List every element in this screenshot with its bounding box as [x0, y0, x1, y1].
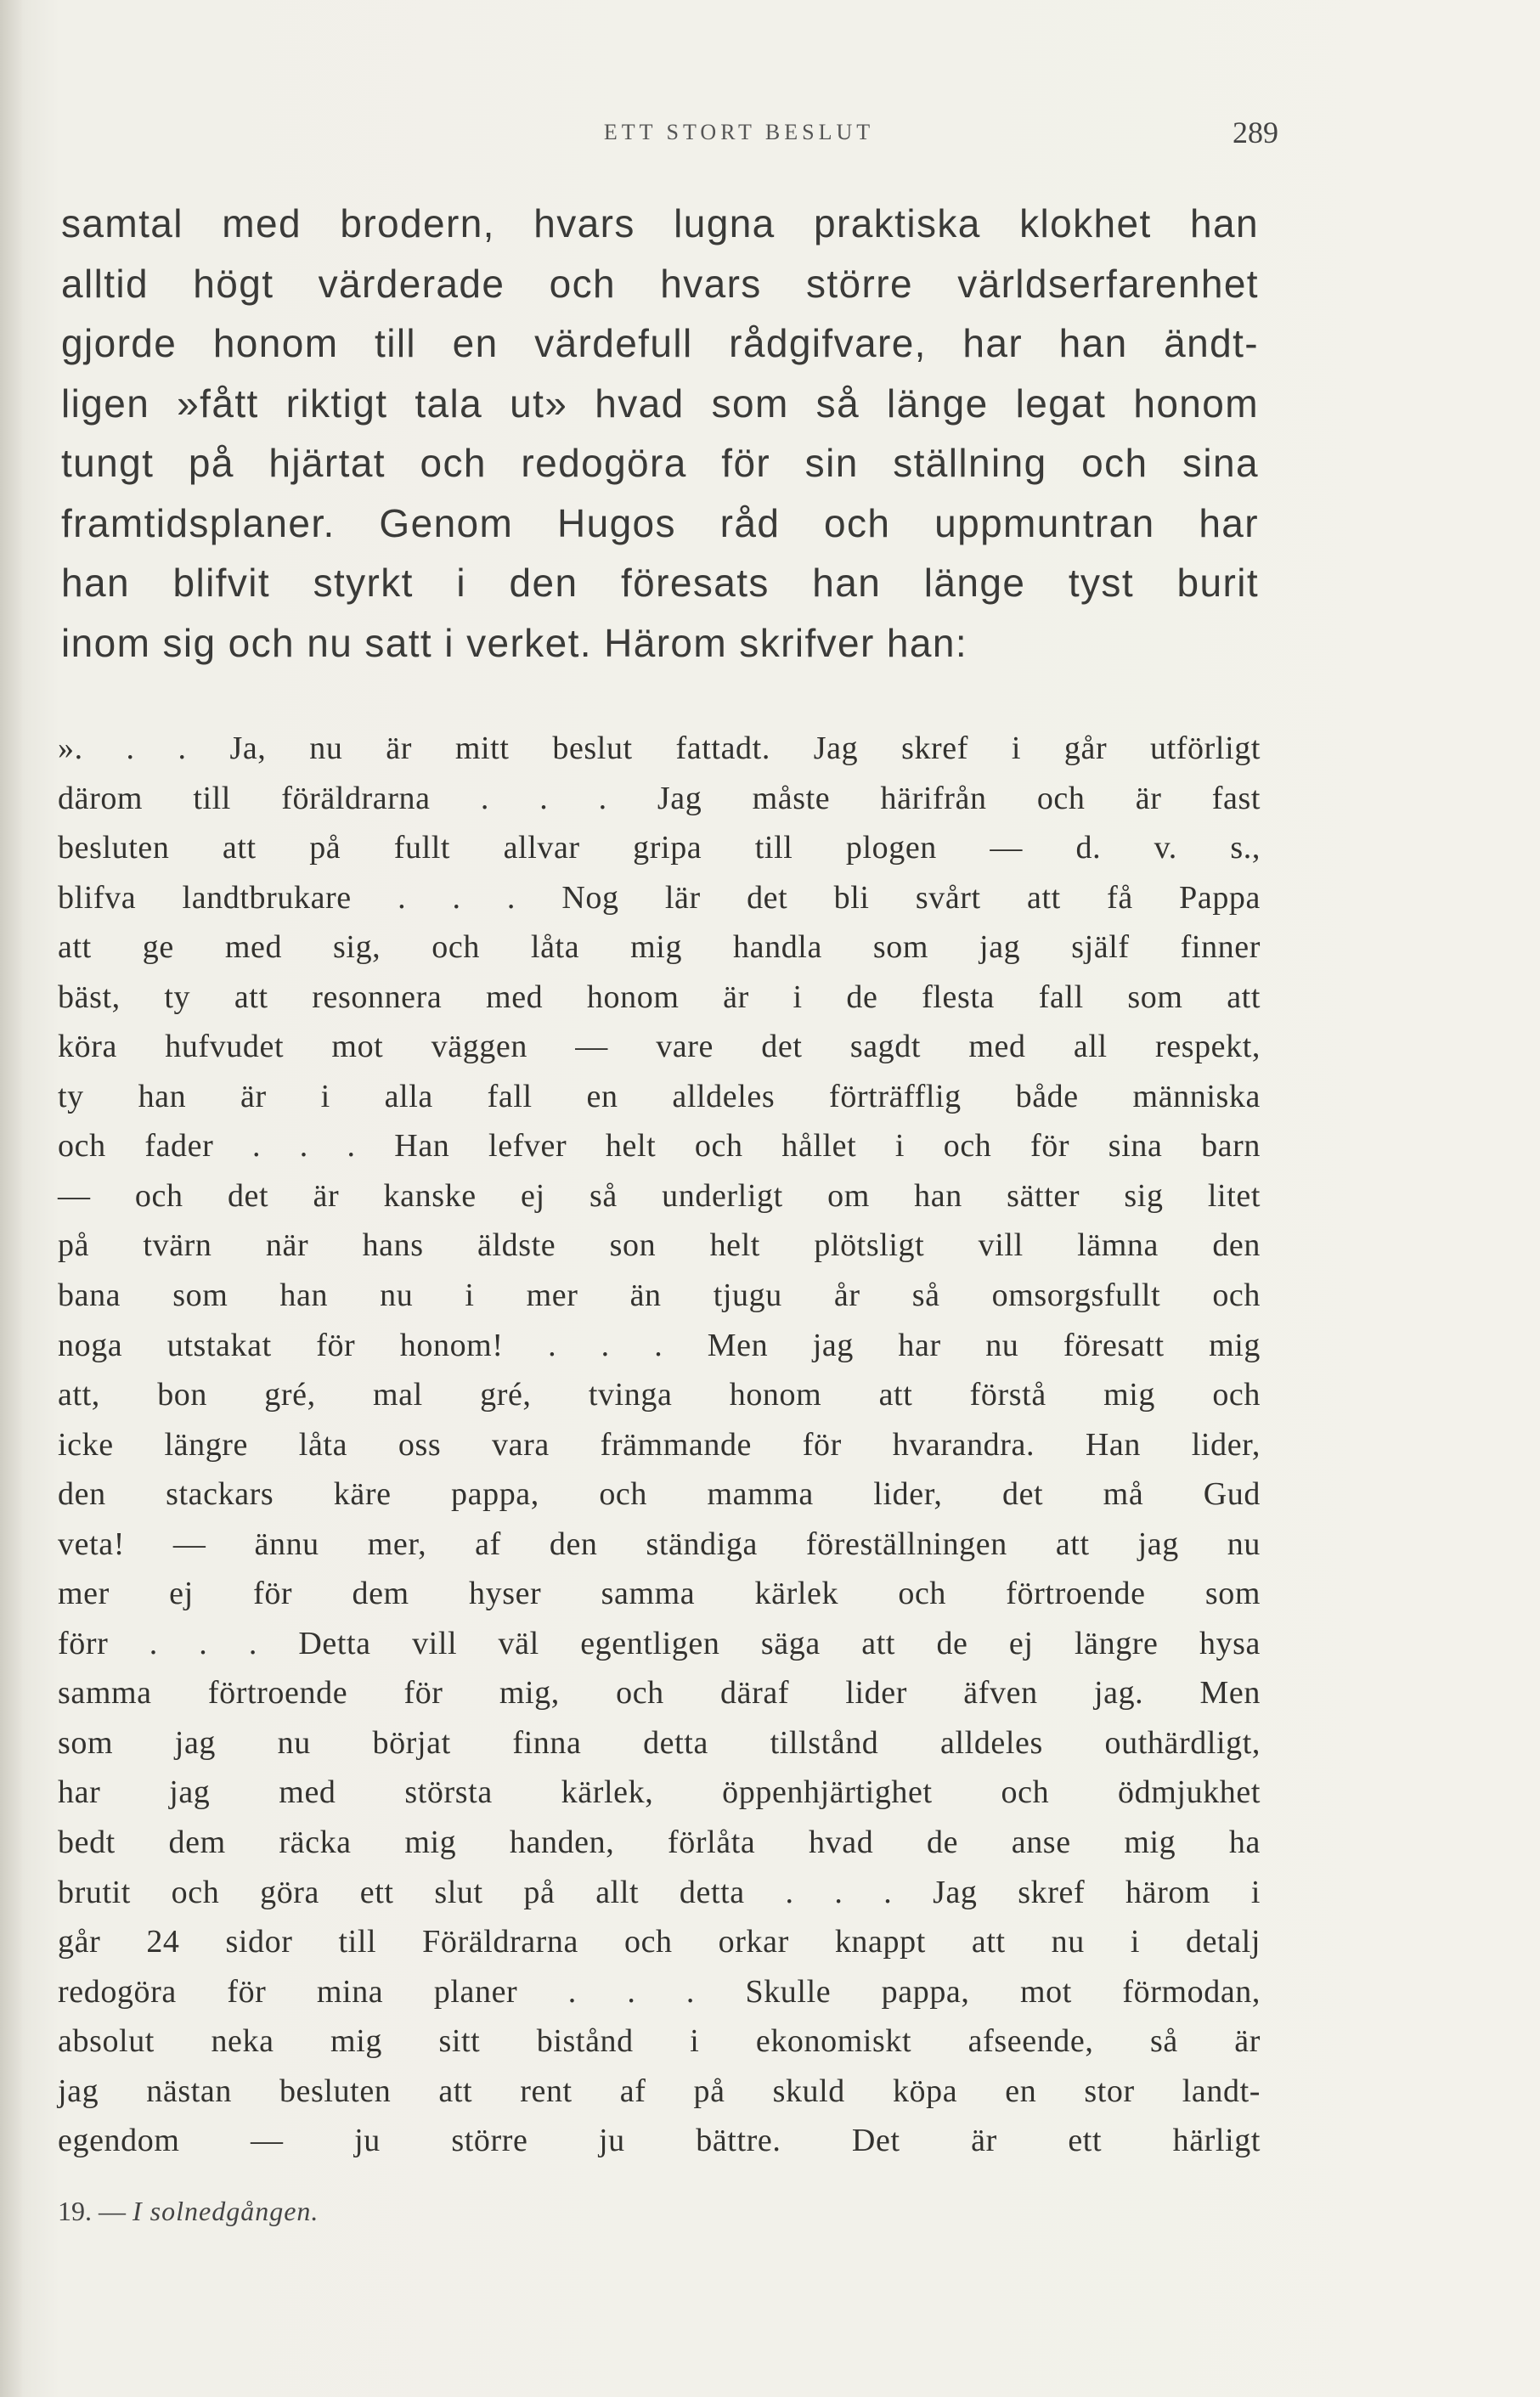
quote-line: att ge med sig, och låta mig handla som jag själf finner [58, 929, 1261, 966]
quote-line: jag nästan besluten att rent af på skuld köpa en stor landt- [58, 2073, 1261, 2109]
book-title: I solnedgången. [133, 2196, 319, 2226]
quote-line: har jag med största kärlek, öppenhjärtighet och ödmjukhet [58, 1774, 1261, 1811]
page-number: 289 [1233, 116, 1278, 149]
quoted-letter [58, 724, 1261, 2166]
quote-line: samma förtroende för mig, och däraf lider äfven jag. Men [58, 1675, 1261, 1712]
text-line: framtidsplaner. Genom Hugos råd och uppmuntran har [61, 500, 1259, 545]
quote-line: blifva landtbrukare . . . Nog lär det bli svårt att få Pappa [58, 879, 1261, 916]
text-line: han blifvit styrkt i den föresats han länge tyst burit [61, 561, 1259, 605]
text-line: ligen »fått riktigt tala ut» hvad som så länge legat honom [61, 381, 1259, 426]
text-line: samtal med brodern, hvars lugna praktiska klokhet han [61, 201, 1259, 245]
running-head: ETT STORT BESLUT [603, 120, 875, 144]
text-line: inom sig och nu satt i verket. Härom skrifver han: [61, 620, 968, 665]
quote-line: brutit och göra ett slut på allt detta . . . Jag skref härom i [58, 1874, 1261, 1910]
page-header [0, 116, 1540, 149]
narrative-paragraph [61, 194, 1259, 673]
quote-line: och fader . . . Han lefver helt och hållet i och för sina barn [58, 1128, 1261, 1165]
quote-line: mer ej för dem hyser samma kärlek och förtroende som [58, 1576, 1261, 1612]
quote-line: går 24 sidor till Föräldrarna och orkar knappt att nu i detalj [58, 1924, 1261, 1960]
quote-line: ». . . Ja, nu är mitt beslut fattadt. Jag skref i går utförligt [58, 730, 1261, 766]
quote-line: den stackars käre pappa, och mamma lider, det må Gud [58, 1476, 1261, 1513]
page-footer [58, 2194, 319, 2228]
quote-line: noga utstakat för honom! . . . Men jag har nu föresatt mig [58, 1327, 1261, 1363]
quote-line: därom till föräldrarna . . . Jag måste härifrån och är fast [58, 780, 1261, 816]
quote-line: att, bon gré, mal gré, tvinga honom att förstå mig och [58, 1377, 1261, 1413]
text-line: gjorde honom till en värdefull rådgifvare, har han ändt- [61, 321, 1259, 365]
quote-line: bedt dem räcka mig handen, förlåta hvad de anse mig ha [58, 1825, 1261, 1861]
quote-line: — och det är kanske ej så underligt om han sätter sig litet [58, 1177, 1261, 1214]
quote-line: ty han är i alla fall en alldeles förträfflig både människa [58, 1078, 1261, 1114]
quote-line: köra hufvudet mot väggen — vare det sagdt med all respekt, [58, 1029, 1261, 1065]
quote-line: redogöra för mina planer . . . Skulle pappa, mot förmodan, [58, 1973, 1261, 2010]
quote-line: veta! — ännu mer, af den ständiga föreställningen att jag nu [58, 1526, 1261, 1562]
quote-line: besluten att på fullt allvar gripa till plogen — d. v. s., [58, 830, 1261, 866]
quote-line: på tvärn när hans äldste son helt plötsligt vill lämna den [58, 1227, 1261, 1264]
quote-line: bäst, ty att resonnera med honom är i de flesta fall som att [58, 979, 1261, 1015]
quote-line: förr . . . Detta vill väl egentligen säga att de ej längre hysa [58, 1625, 1261, 1661]
text-line: tungt på hjärtat och redogöra för sin ställning och sina [61, 441, 1259, 485]
signature-mark: 19. — [58, 2196, 126, 2226]
quote-line: egendom — ju större ju bättre. Det är ett härligt [58, 2123, 1261, 2159]
binding-shadow [0, 0, 22, 2397]
text-line: alltid högt värderade och hvars större världserfarenhet [61, 261, 1259, 306]
quote-line: som jag nu börjat finna detta tillstånd alldeles outhärdligt, [58, 1724, 1261, 1761]
quote-line: icke längre låta oss vara främmande för hvarandra. Han lider, [58, 1426, 1261, 1463]
quote-line: bana som han nu i mer än tjugu år så omsorgsfullt och [58, 1277, 1261, 1314]
quote-line: absolut neka mig sitt bistånd i ekonomiskt afseende, så är [58, 2023, 1261, 2060]
